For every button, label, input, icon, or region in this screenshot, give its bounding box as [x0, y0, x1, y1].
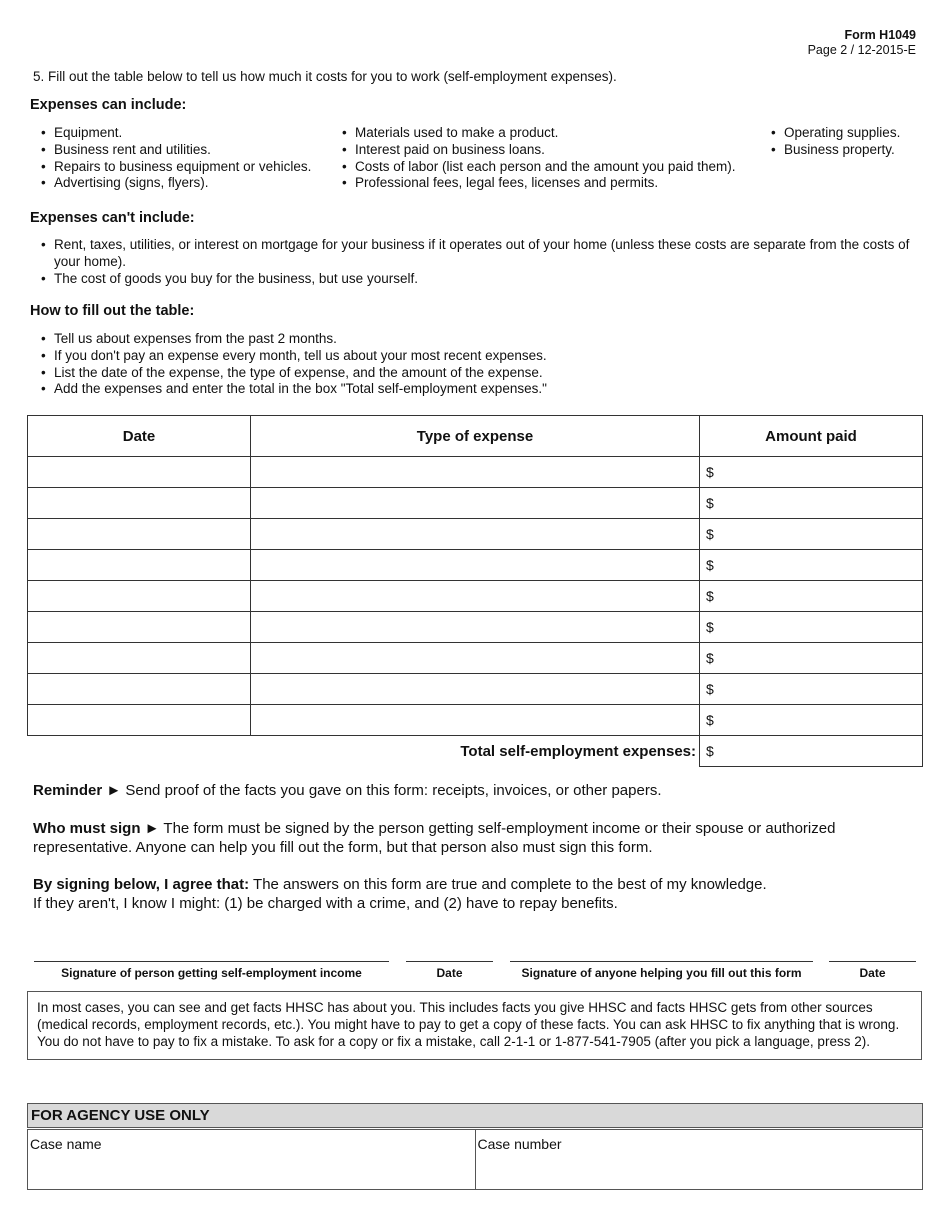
list-item: • Interest paid on business loans.	[342, 142, 735, 159]
list-item: • Repairs to business equipment or vehicles.	[41, 159, 311, 176]
list-item: • Materials used to make a product.	[342, 125, 735, 142]
can-include-col3	[771, 125, 900, 159]
expense-type-cell[interactable]	[251, 612, 700, 643]
amount-cell[interactable]	[700, 612, 923, 643]
amount-cell[interactable]	[700, 674, 923, 705]
page-info: Page 2 / 12-2015-E	[807, 43, 916, 57]
total-label: Total self-employment expenses:	[28, 736, 700, 767]
total-amount-cell[interactable]	[700, 736, 923, 767]
date-cell[interactable]	[28, 550, 251, 581]
table-row	[28, 519, 923, 550]
list-item: • Professional fees, legal fees, licenses and permits.	[342, 175, 735, 192]
currency-symbol: $	[706, 464, 714, 480]
col-header-amount: Amount paid	[700, 416, 923, 457]
expense-table	[27, 415, 923, 767]
amount-cell[interactable]	[700, 519, 923, 550]
list-item: • Operating supplies.	[771, 125, 900, 142]
can-include-col1	[41, 125, 311, 192]
date-line-applicant[interactable]	[406, 961, 493, 962]
agreement	[33, 876, 913, 913]
expense-type-cell[interactable]	[251, 674, 700, 705]
expense-type-cell[interactable]	[251, 581, 700, 612]
signature-label-applicant: Signature of person getting self-employment income	[61, 966, 362, 980]
date-cell[interactable]	[28, 488, 251, 519]
form-id: Form H1049	[844, 28, 916, 42]
expense-type-cell[interactable]	[251, 643, 700, 674]
agreement-text: The answers on this form are true and complete to the best of my knowledge.	[249, 876, 767, 893]
agency-title: FOR AGENCY USE ONLY	[27, 1103, 923, 1128]
privacy-notice: In most cases, you can see and get facts HHSC has about you. This includes facts you give HHSC and facts HHSC gets from other sources (medical records, employment records, etc.). You might have to pay to get a copy of these facts. You can ask HHSC to fix anything that is wrong. You do not have to pay to fix a mistake. To ask for a copy or fix a mistake, call 2-1-1 or 1-877-541-7905 (after you pick a language, press 2).	[27, 991, 922, 1060]
date-cell[interactable]	[28, 705, 251, 736]
amount-cell[interactable]	[700, 457, 923, 488]
amount-cell[interactable]	[700, 581, 923, 612]
reminder-label: Reminder ►	[33, 782, 122, 799]
date-label-helper: Date	[859, 966, 886, 980]
how-to-heading: How to fill out the table:	[30, 303, 195, 319]
currency-symbol: $	[706, 681, 714, 697]
table-row	[28, 488, 923, 519]
table-row	[28, 550, 923, 581]
section-intro: 5. Fill out the table below to tell us how much it costs for you to work (self-employment expenses).	[33, 69, 617, 84]
case-name-field[interactable]	[28, 1130, 475, 1189]
currency-symbol: $	[706, 588, 714, 604]
agreement-label: By signing below, I agree that:	[33, 876, 250, 893]
date-line-helper[interactable]	[829, 961, 916, 962]
date-cell[interactable]	[28, 457, 251, 488]
list-item: • Business rent and utilities.	[41, 142, 311, 159]
how-to-list	[41, 331, 547, 398]
date-label-applicant: Date	[436, 966, 463, 980]
table-row	[28, 643, 923, 674]
currency-symbol: $	[706, 619, 714, 635]
cant-include-list	[41, 237, 913, 287]
who-must-sign-label: Who must sign ►	[33, 820, 160, 837]
list-item: • Add the expenses and enter the total in the box "Total self-employment expenses."	[41, 381, 547, 398]
list-item: • Advertising (signs, flyers).	[41, 175, 311, 192]
date-cell[interactable]	[28, 581, 251, 612]
amount-cell[interactable]	[700, 488, 923, 519]
who-must-sign	[33, 820, 913, 857]
table-row	[28, 612, 923, 643]
signature-line-applicant[interactable]	[34, 961, 389, 962]
list-item: • Costs of labor (list each person and the amount you paid them).	[342, 159, 735, 176]
currency-symbol: $	[706, 650, 714, 666]
case-number-field[interactable]	[475, 1130, 923, 1189]
currency-symbol: $	[706, 526, 714, 542]
date-cell[interactable]	[28, 674, 251, 705]
reminder-text: Send proof of the facts you gave on this form: receipts, invoices, or other papers.	[121, 782, 662, 799]
signature-label-helper: Signature of anyone helping you fill out this form	[521, 966, 802, 980]
expense-type-cell[interactable]	[251, 519, 700, 550]
table-row	[28, 674, 923, 705]
agency-fields	[27, 1129, 923, 1190]
can-include-col2	[342, 125, 735, 192]
table-row	[28, 705, 923, 736]
currency-symbol: $	[706, 495, 714, 511]
agency-use-section	[27, 1103, 923, 1190]
expense-type-cell[interactable]	[251, 550, 700, 581]
list-item: • The cost of goods you buy for the business, but use yourself.	[41, 271, 913, 288]
amount-cell[interactable]	[700, 550, 923, 581]
list-item: • Business property.	[771, 142, 900, 159]
expense-type-cell[interactable]	[251, 705, 700, 736]
list-item: • Rent, taxes, utilities, or interest on mortgage for your business if it operates out of your home (unless these costs are separate from the costs of your home).	[41, 237, 913, 271]
case-name-label: Case name	[30, 1136, 102, 1152]
list-item: • If you don't pay an expense every month, tell us about your most recent expenses.	[41, 348, 547, 365]
list-item: • Tell us about expenses from the past 2 months.	[41, 331, 547, 348]
reminder	[33, 782, 913, 801]
col-header-date: Date	[28, 416, 251, 457]
can-include-heading: Expenses can include:	[30, 97, 187, 113]
currency-symbol: $	[706, 557, 714, 573]
who-must-sign-text: The form must be signed by the person getting self-employment income or their spouse or authorized representative. Anyone can help you fill out the form, but that person also must sign this form.	[33, 820, 836, 856]
cant-include-heading: Expenses can't include:	[30, 210, 195, 226]
amount-cell[interactable]	[700, 705, 923, 736]
expense-type-cell[interactable]	[251, 457, 700, 488]
date-cell[interactable]	[28, 643, 251, 674]
form-header	[808, 28, 916, 58]
amount-cell[interactable]	[700, 643, 923, 674]
currency-symbol: $	[706, 743, 714, 759]
agreement-line2: If they aren't, I know I might: (1) be charged with a crime, and (2) have to repay benefits.	[33, 894, 618, 912]
table-row	[28, 581, 923, 612]
date-cell[interactable]	[28, 519, 251, 550]
currency-symbol: $	[706, 712, 714, 728]
date-cell[interactable]	[28, 612, 251, 643]
total-row	[28, 736, 923, 767]
expense-type-cell[interactable]	[251, 488, 700, 519]
list-item: • List the date of the expense, the type of expense, and the amount of the expense.	[41, 365, 547, 382]
signature-line-helper[interactable]	[510, 961, 813, 962]
list-item: • Equipment.	[41, 125, 311, 142]
case-number-label: Case number	[477, 1136, 562, 1152]
col-header-type: Type of expense	[251, 416, 700, 457]
table-row	[28, 457, 923, 488]
